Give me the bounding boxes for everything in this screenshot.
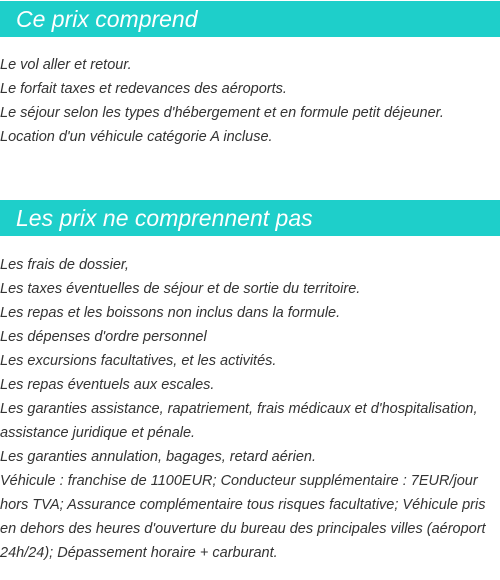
list-item: Les dépenses d'ordre personnel [0, 329, 207, 345]
list-item: Le forfait taxes et redevances des aéroports. [0, 81, 287, 97]
excludes-list [0, 253, 500, 565]
list-item: Les frais de dossier, [0, 257, 129, 273]
list-item: Le vol aller et retour. [0, 57, 132, 73]
list-item: Les excursions facultatives, et les activités. [0, 353, 277, 369]
list-item: Location d'un véhicule catégorie A incluse. [0, 129, 273, 145]
list-item: Les repas éventuels aux escales. [0, 377, 215, 393]
list-item: Les repas et les boissons non inclus dans la formule. [0, 305, 341, 321]
includes-section-title: Ce prix comprend [0, 1, 500, 37]
list-item: Véhicule : franchise de 1100EUR; Conducteur supplémentaire : 7EUR/jour hors TVA; Assurance complémentaire tous risques facultative; Véhicule pris en dehors des heures d'ouverture du bureau des principales villes (aéroport 24h/24); Dépassement horaire + carburant. [0, 473, 486, 561]
list-item: Les garanties annulation, bagages, retard aérien. [0, 449, 316, 465]
includes-list [0, 53, 500, 149]
list-item: Le séjour selon les types d'hébergement et en formule petit déjeuner. [0, 105, 444, 121]
list-item: Les garanties assistance, rapatriement, frais médicaux et d'hospitalisation, assistance juridique et pénale. [0, 401, 478, 441]
list-item: Les taxes éventuelles de séjour et de sortie du territoire. [0, 281, 361, 297]
excludes-section-title: Les prix ne comprennent pas [0, 200, 500, 236]
